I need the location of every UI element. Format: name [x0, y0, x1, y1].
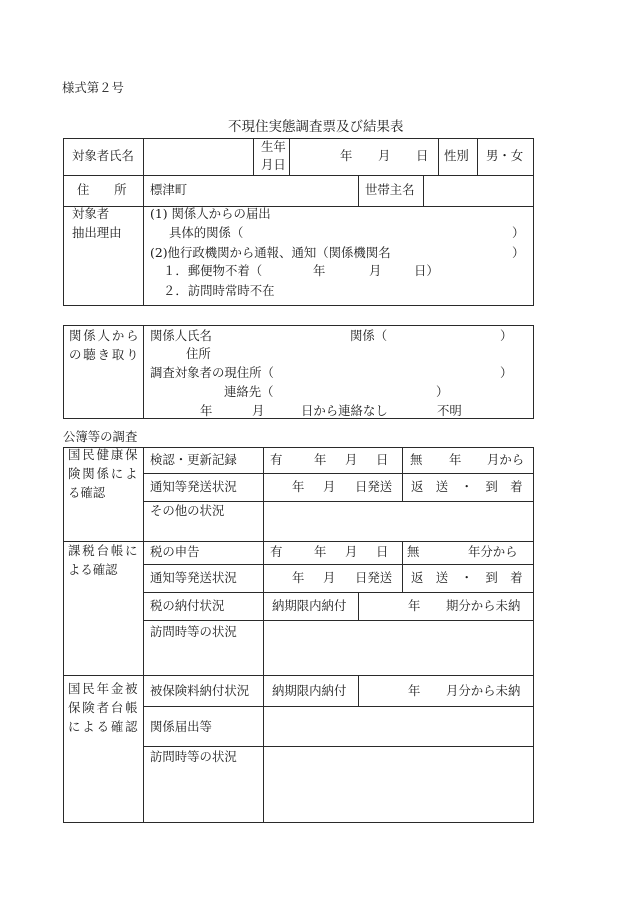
hi-notice-label: 通知等発送状況	[150, 479, 237, 494]
household-head-value-cell	[423, 175, 534, 207]
payment-unpaid-from: 期分から未納	[446, 598, 521, 613]
premium-unpaid-year: 年	[408, 683, 421, 698]
tax-notice-day: 日発送	[355, 570, 393, 585]
declaration-no-year-from: 年分から	[468, 544, 518, 559]
renewal-no-month-from: 月から	[487, 452, 525, 467]
health-insurance-label-line2: 険関係によ	[68, 466, 140, 481]
premium-unpaid-from: 月分から未納	[446, 683, 521, 698]
payment-on-time: 納期限内納付	[272, 598, 347, 613]
health-insurance-label-line3: る確認	[68, 485, 106, 500]
payment-unpaid-year: 年	[408, 598, 421, 613]
tax-notice-year: 年	[292, 570, 305, 585]
reason-sub1-day: 日）	[414, 263, 439, 278]
sex-options: 男・女	[486, 148, 524, 163]
renewal-yes-year: 年	[314, 452, 327, 467]
hi-notice-year: 年	[292, 479, 305, 494]
pension-label-line3: による確認	[68, 719, 140, 734]
declaration-label: 税の申告	[150, 544, 200, 559]
renewal-yes-day: 日	[376, 452, 389, 467]
payment-label: 税の納付状況	[150, 598, 225, 613]
hearing-no-contact-month: 月	[252, 403, 265, 418]
declaration-yes-day: 日	[376, 544, 389, 559]
tax-notice-result: 返 送 ・ 到 着	[411, 570, 523, 585]
hearing-label-line1: 関係人から	[69, 328, 141, 343]
hearing-label-line2: の聴き取り	[69, 347, 141, 362]
hearing-person-name: 関係人氏名	[150, 328, 212, 343]
form-number: 様式第２号	[62, 80, 124, 95]
address-label: 住 所	[77, 182, 127, 197]
birth-label-line2: 月日	[261, 157, 286, 172]
declaration-yes-month: 月	[345, 544, 358, 559]
hearing-contact-close: ）	[436, 384, 449, 399]
hearing-contact-open: 連絡先（	[224, 384, 274, 399]
declaration-yes-mark: 有	[270, 544, 283, 559]
reason-sub1-year: 年	[313, 263, 326, 278]
name-label: 対象者氏名	[72, 148, 134, 163]
tax-label-line2: よる確認	[68, 562, 118, 577]
sex-label: 性別	[444, 148, 469, 163]
hi-other-label: その他の状況	[150, 503, 225, 518]
hi-other-value-cell	[263, 501, 534, 542]
tax-notice-month: 月	[323, 570, 336, 585]
tax-visit-label: 訪問時等の状況	[150, 624, 237, 639]
pension-visit-label: 訪問時等の状況	[150, 749, 237, 764]
renewal-yes-month: 月	[345, 452, 358, 467]
household-head-label: 世帯主名	[365, 182, 415, 197]
tax-label-line1: 課税台帳に	[68, 543, 140, 558]
hearing-no-contact-year: 年	[200, 403, 213, 418]
tax-visit-value-cell	[263, 620, 534, 676]
reason-item1-relation-close: ）	[512, 225, 525, 240]
hearing-relation-open: 関係（	[350, 328, 388, 343]
declaration-yes-year: 年	[314, 544, 327, 559]
renewal-label: 検認・更新記録	[150, 452, 237, 467]
hearing-no-contact-day: 日から連絡なし	[301, 403, 388, 418]
tax-notice-label: 通知等発送状況	[150, 570, 237, 585]
hearing-address: 住所	[186, 346, 211, 361]
premium-on-time: 納期限内納付	[272, 683, 347, 698]
renewal-no-mark: 無	[410, 452, 423, 467]
health-insurance-label-line1: 国民健康保	[68, 447, 140, 462]
filings-label: 関係届出等	[150, 719, 212, 734]
address-value: 標津町	[150, 182, 188, 197]
reason-sub2: ２．訪問時常時不在	[163, 283, 275, 298]
reason-item1: (1) 関係人からの届出	[150, 206, 271, 221]
hi-notice-day: 日発送	[355, 479, 393, 494]
hearing-current-address-close: ）	[500, 365, 513, 380]
filings-value-cell	[263, 706, 534, 747]
reason-sub1-month: 月	[369, 263, 382, 278]
birth-day-unit: 日	[416, 148, 429, 163]
reason-sub1-open: １．郵便物不着（	[163, 263, 263, 278]
pension-label-line1: 国民年金被	[68, 681, 140, 696]
reason-item2-close: ）	[512, 245, 525, 260]
reason-item2-open: (2)他行政機関から通報、通知（関係機関名	[150, 245, 391, 260]
premium-label: 被保険料納付状況	[150, 683, 250, 698]
public-records-heading: 公簿等の調査	[63, 429, 138, 444]
name-value-cell	[143, 138, 254, 176]
hearing-current-address-open: 調査対象者の現住所（	[150, 365, 274, 380]
reason-label-cell	[63, 206, 144, 306]
form-title: 不現住実態調査票及び結果表	[228, 119, 404, 135]
hearing-relation-close: ）	[500, 328, 513, 343]
reason-label-line1: 対象者	[72, 206, 110, 221]
birth-label-line1: 生年	[261, 139, 286, 154]
pension-visit-value-cell	[263, 746, 534, 823]
hi-notice-month: 月	[323, 479, 336, 494]
declaration-no-mark: 無	[407, 544, 420, 559]
hearing-unknown: 不明	[437, 403, 462, 418]
pension-label-line2: 保険者台帳	[68, 700, 140, 715]
reason-item1-relation-open: 具体的関係（	[169, 225, 244, 240]
renewal-yes-mark: 有	[270, 452, 283, 467]
birth-year-unit: 年	[340, 148, 353, 163]
hi-notice-result: 返 送 ・ 到 着	[411, 479, 523, 494]
birth-month-unit: 月	[378, 148, 391, 163]
reason-label-line2: 抽出理由	[72, 225, 122, 240]
pension-label-cell	[63, 675, 144, 823]
renewal-no-year: 年	[449, 452, 462, 467]
